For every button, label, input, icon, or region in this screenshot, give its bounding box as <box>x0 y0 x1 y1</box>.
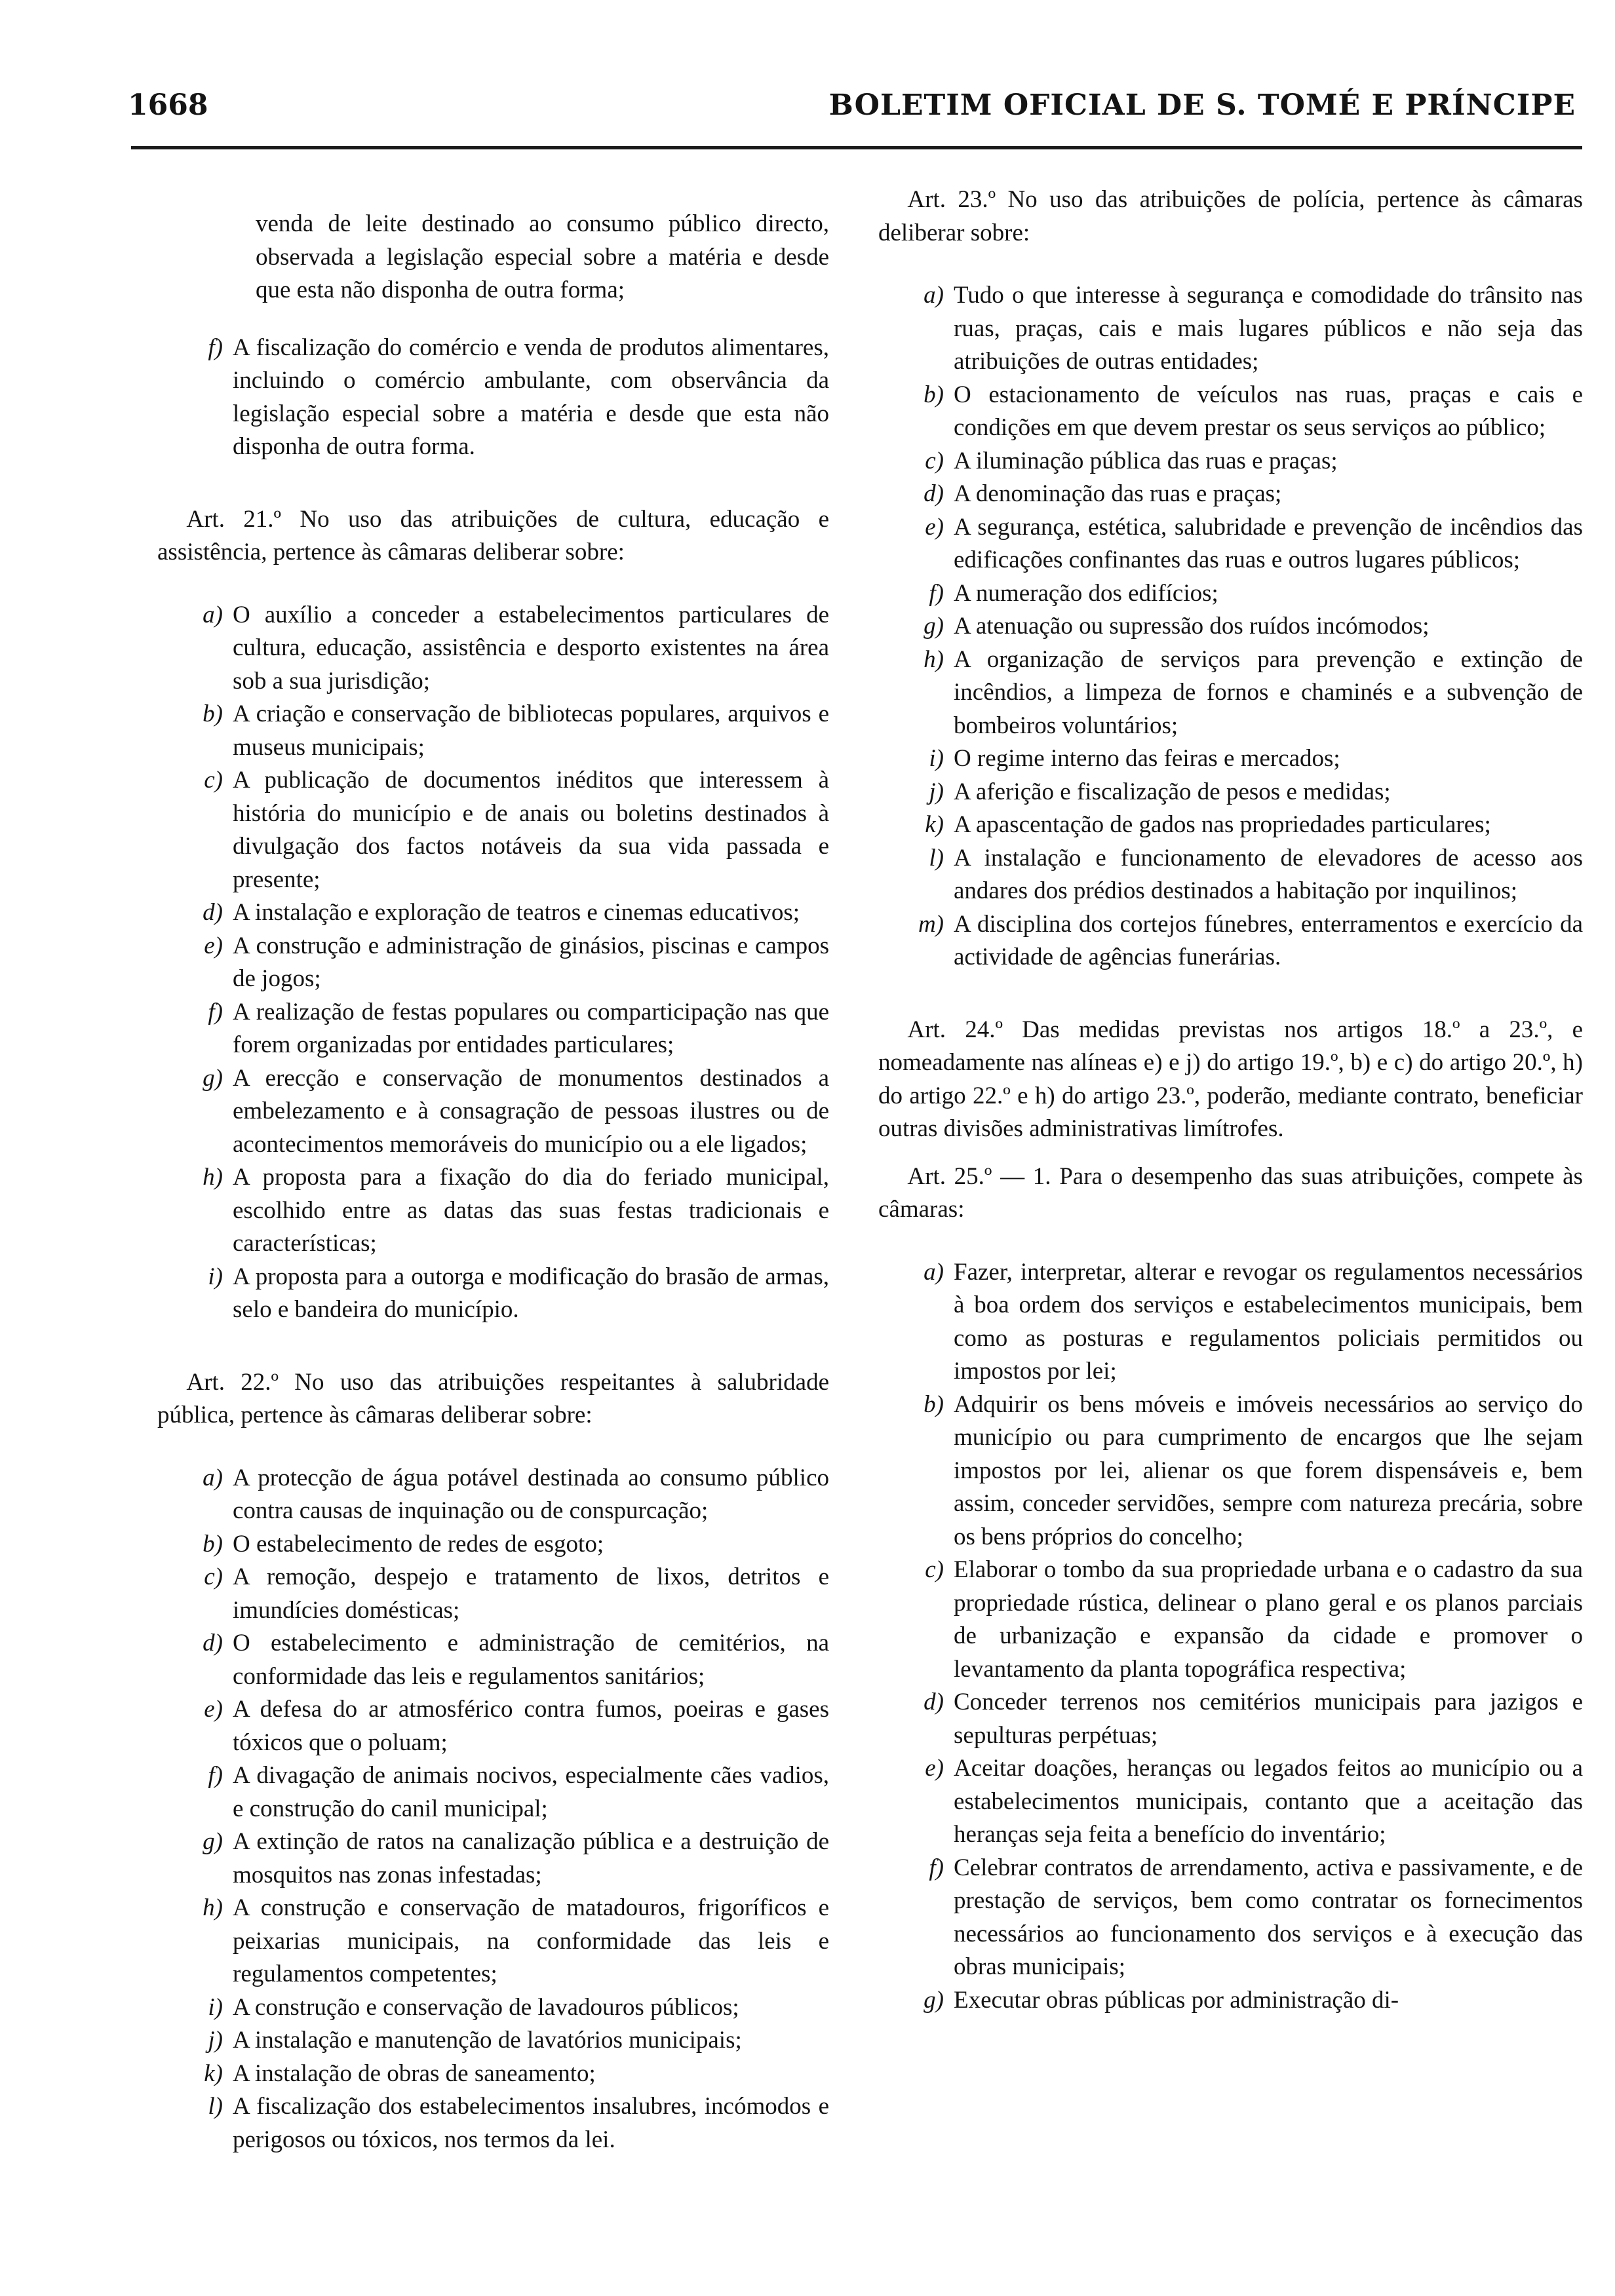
list-item <box>878 1388 1583 1554</box>
item-letter: e) <box>204 1696 223 1723</box>
item-letter: a) <box>203 1464 223 1491</box>
list-item <box>157 1627 829 1693</box>
item-text: Elaborar o tombo da sua propriedade urbana e o cadastro da sua propriedade rústica, delinear o plano geral e os planos parciais de urbanização e expansão da cidade e promover o levantamento da planta topográfica respectiva; <box>954 1556 1583 1683</box>
art24-text: Art. 24.º Das medidas previstas nos artigos 18.º a 23.º, e nomeadamente nas alíneas e) e j) do artigo 19.º, b) e c) do artigo 20.º, h) do artigo 22.º e h) do artigo 23.º, poderão, mediante contrato, beneficiar outras divisões administrativas limítrofes. <box>878 1016 1583 1142</box>
item-text: A instalação e exploração de teatros e cinemas educativos; <box>233 899 800 926</box>
list-item <box>878 379 1583 445</box>
item-letter: d) <box>203 899 223 926</box>
item-text: A construção e administração de ginásios, piscinas e campos de jogos; <box>233 932 829 992</box>
item-letter: j) <box>208 2027 223 2054</box>
item-letter: a) <box>924 282 944 309</box>
item-letter: k) <box>925 811 944 838</box>
item-text: Fazer, interpretar, alterar e revogar os regulamentos necessários à boa ordem dos serviços e estabelecimentos municipais, bem como as posturas e regulamentos policiais permitidos ou impostos por lei; <box>954 1258 1583 1385</box>
item-letter: f) <box>208 334 223 361</box>
item-text: Celebrar contratos de arrendamento, activa e passivamente, e de prestação de serviços, bem como contratar os fornecimentos necessários ao funcionamento dos serviços e à execução das obras municipais; <box>954 1854 1583 1980</box>
item-letter: l) <box>208 2093 223 2120</box>
list-item <box>878 1554 1583 1686</box>
item-letter: m) <box>918 910 944 938</box>
item-text: A erecção e conservação de monumentos destinados a embelezamento e à consagração de pessoas ilustres ou de acontecimentos memoráveis do município ou a ele ligados; <box>233 1064 829 1158</box>
item-text: A fiscalização do comércio e venda de produtos alimentares, incluindo o comércio ambulante, com observância da legislação especial sobre a matéria e desde que esta não disponha de outra forma. <box>233 334 829 460</box>
item-letter: g) <box>203 1828 223 1855</box>
list-item <box>157 1892 829 1991</box>
list-item <box>878 1984 1583 2018</box>
item-letter: i) <box>929 745 944 772</box>
art22-intro: Art. 22.º No uso das atribuições respeitantes à salubridade pública, pertence às câmaras deliberar sobre: <box>157 1368 829 1428</box>
list-item <box>157 698 829 764</box>
item-text: A divagação de animais nocivos, especialmente cães vadios, e construção do canil municipal; <box>233 1762 829 1822</box>
item-text: A denominação das ruas e praças; <box>954 480 1282 507</box>
item-text: A apascentação de gados nas propriedades particulares; <box>954 811 1491 838</box>
header-rule <box>131 146 1582 149</box>
item-text: A extinção de ratos na canalização pública e a destruição de mosquitos nas zonas infestadas; <box>233 1828 829 1888</box>
item-text: A criação e conservação de bibliotecas populares, arquivos e museus municipais; <box>233 700 829 761</box>
list-item <box>157 1528 829 1561</box>
art21-intro: Art. 21.º No uso das atribuições de cultura, educação e assistência, pertence às câmaras deliberar sobre: <box>157 505 829 565</box>
item-text: Aceitar doações, heranças ou legados feitos ao município ou a estabelecimentos municipais, contanto que a aceitação das heranças seja feita a benefício do inventário; <box>954 1755 1583 1848</box>
item-text: A construção e conservação de lavadouros públicos; <box>233 1993 739 2021</box>
list-item <box>878 908 1583 974</box>
item-letter: e) <box>925 513 944 541</box>
item-text: A disciplina dos cortejos fúnebres, enterramentos e exercício da actividade de agências funerárias. <box>954 910 1583 970</box>
continuation-text: venda de leite destinado ao consumo público directo, observada a legislação especial sobre a matéria e desde que esta não disponha de outra forma; <box>256 210 829 303</box>
list-item <box>878 279 1583 379</box>
item-letter: h) <box>203 1164 223 1191</box>
item-letter: c) <box>204 1563 223 1590</box>
item-letter: c) <box>925 447 944 474</box>
art25-list <box>878 1256 1583 2018</box>
list-item <box>157 1462 829 1528</box>
item-letter: d) <box>924 480 944 507</box>
item-text: A proposta para a outorga e modificação do brasão de armas, selo e bandeira do município. <box>233 1263 829 1323</box>
item-text: A publicação de documentos inéditos que interessem à história do município e de anais ou boletins destinados à divulgação dos factos notáveis da sua vida passada e presente; <box>233 767 829 893</box>
item-text: A protecção de água potável destinada ao consumo público contra causas de inquinação ou de conspurcação; <box>233 1464 829 1524</box>
list-item <box>157 2057 829 2091</box>
item-text: A segurança, estética, salubridade e prevenção de incêndios das edificações confinantes das ruas e outros lugares públicos; <box>954 513 1583 573</box>
item-letter: c) <box>204 767 223 794</box>
item-text: O estacionamento de veículos nas ruas, praças e cais e condições em que devem prestar os seus serviços ao público; <box>954 381 1583 441</box>
item-text: A fiscalização dos estabelecimentos insalubres, incómodos e perigosos ou tóxicos, nos termos da lei. <box>233 2093 829 2153</box>
item-letter: f) <box>208 1762 223 1789</box>
item-letter: j) <box>929 778 944 805</box>
list-item <box>157 896 829 930</box>
item-text: A proposta para a fixação do dia do feriado municipal, escolhido entre as datas das suas festas tradicionais e características; <box>233 1164 829 1257</box>
list-item <box>878 445 1583 478</box>
list-item <box>878 842 1583 908</box>
item-text: A organização de serviços para prevenção e extinção de incêndios, a limpeza de fornos e chaminés e a subvenção de bombeiros voluntários; <box>954 645 1583 739</box>
list-item <box>878 610 1583 643</box>
item-text: A aferição e fiscalização de pesos e medidas; <box>954 778 1391 805</box>
list-item <box>878 1256 1583 1388</box>
item-letter: h) <box>924 645 944 673</box>
item-letter: a) <box>924 1258 944 1286</box>
item-letter: f) <box>208 998 223 1025</box>
left-column <box>157 183 829 2156</box>
item-letter: b) <box>924 1390 944 1418</box>
item-letter: i) <box>208 1993 223 2021</box>
list-item <box>157 930 829 996</box>
art25-intro: Art. 25.º — 1. Para o desempenho das suas atribuições, compete às câmaras: <box>878 1162 1583 1223</box>
page-number: 1668 <box>128 88 208 122</box>
item-text: A construção e conservação de matadouros, frigoríficos e peixarias municipais, na conformidade das leis e regulamentos competentes; <box>233 1894 829 1987</box>
list-item <box>157 332 829 464</box>
item-letter: e) <box>925 1755 944 1782</box>
art21-list <box>157 599 829 1327</box>
item-letter: g) <box>924 1986 944 2014</box>
list-item <box>878 1686 1583 1752</box>
item-letter: b) <box>203 700 223 727</box>
list-item <box>157 2090 829 2156</box>
item-letter: b) <box>203 1530 223 1558</box>
item-text: O estabelecimento e administração de cemitérios, na conformidade das leis e regulamentos sanitários; <box>233 1630 829 1690</box>
list-item <box>157 1759 829 1826</box>
item-letter: k) <box>204 2059 223 2087</box>
list-item <box>157 1826 829 1892</box>
item-letter: f) <box>929 1854 944 1881</box>
item-letter: b) <box>924 381 944 408</box>
item-text: O estabelecimento de redes de esgoto; <box>233 1530 604 1558</box>
item-text: A remoção, despejo e tratamento de lixos, detritos e imundícies domésticas; <box>233 1563 829 1624</box>
list-item <box>878 742 1583 776</box>
list-item <box>878 776 1583 809</box>
header-title: BOLETIM OFICIAL DE S. TOMÉ E PRÍNCIPE <box>828 88 1576 122</box>
list-item <box>878 1752 1583 1852</box>
list-item <box>157 1062 829 1162</box>
item-text: A instalação de obras de saneamento; <box>233 2059 596 2087</box>
item-letter: l) <box>929 844 944 871</box>
item-letter: h) <box>203 1894 223 1921</box>
art22-list <box>157 1462 829 2157</box>
item-letter: g) <box>924 613 944 640</box>
item-text: Conceder terrenos nos cemitérios municipais para jazigos e sepulturas perpétuas; <box>954 1689 1583 1749</box>
list-item <box>157 1561 829 1627</box>
list-item <box>157 1693 829 1759</box>
list-item <box>878 577 1583 611</box>
item-text: A realização de festas populares ou comparticipação nas que forem organizadas por entidades particulares; <box>233 998 829 1058</box>
right-column <box>878 183 1583 2017</box>
list-item <box>157 764 829 896</box>
item-letter: c) <box>925 1556 944 1583</box>
item-text: A iluminação pública das ruas e praças; <box>954 447 1338 474</box>
item-letter: i) <box>208 1263 223 1290</box>
item-letter: d) <box>924 1689 944 1715</box>
item-text: O auxílio a conceder a estabelecimentos particulares de cultura, educação, assistência e desporto existentes na área sob a sua jurisdição; <box>233 601 829 695</box>
list-item <box>878 511 1583 577</box>
art23-list <box>878 279 1583 974</box>
list-item <box>878 478 1583 511</box>
list-item <box>157 599 829 698</box>
item-text: A defesa do ar atmosférico contra fumos, poeiras e gases tóxicos que o poluam; <box>233 1696 829 1756</box>
item-text: Tudo o que interesse à segurança e comodidade do trânsito nas ruas, praças, cais e mais lugares públicos e não seja das atribuições de outras entidades; <box>954 282 1583 375</box>
list-item <box>878 1852 1583 1984</box>
list-item <box>157 996 829 1062</box>
item-text: A instalação e manutenção de lavatórios municipais; <box>233 2027 742 2054</box>
list-item <box>157 1991 829 2025</box>
item-letter: e) <box>204 932 223 959</box>
art23-intro: Art. 23.º No uso das atribuições de polícia, pertence às câmaras deliberar sobre: <box>878 186 1583 246</box>
item-letter: d) <box>203 1630 223 1656</box>
list-item <box>157 1161 829 1261</box>
item-letter: f) <box>929 579 944 607</box>
item-text: O regime interno das feiras e mercados; <box>954 745 1340 772</box>
item-text: A atenuação ou supressão dos ruídos incómodos; <box>954 613 1430 640</box>
item-letter: g) <box>203 1064 223 1092</box>
item-letter: a) <box>203 601 223 628</box>
list-item <box>157 1261 829 1327</box>
list-item <box>878 643 1583 743</box>
list-item <box>157 2024 829 2057</box>
item-text: Adquirir os bens móveis e imóveis necessários ao serviço do município ou para cumprimento de encargos que lhe sejam impostos por lei, alienar os que forem dispensáveis e, bem assim, conceder servidões, sempre com natureza precária, sobre os bens próprios do concelho; <box>954 1390 1583 1550</box>
item-text: A instalação e funcionamento de elevadores de acesso aos andares dos prédios destinados a habitação por inquilinos; <box>954 844 1583 904</box>
item-text: Executar obras públicas por administração di- <box>954 1986 1399 2014</box>
item-text: A numeração dos edifícios; <box>954 579 1218 607</box>
list-item <box>878 809 1583 842</box>
